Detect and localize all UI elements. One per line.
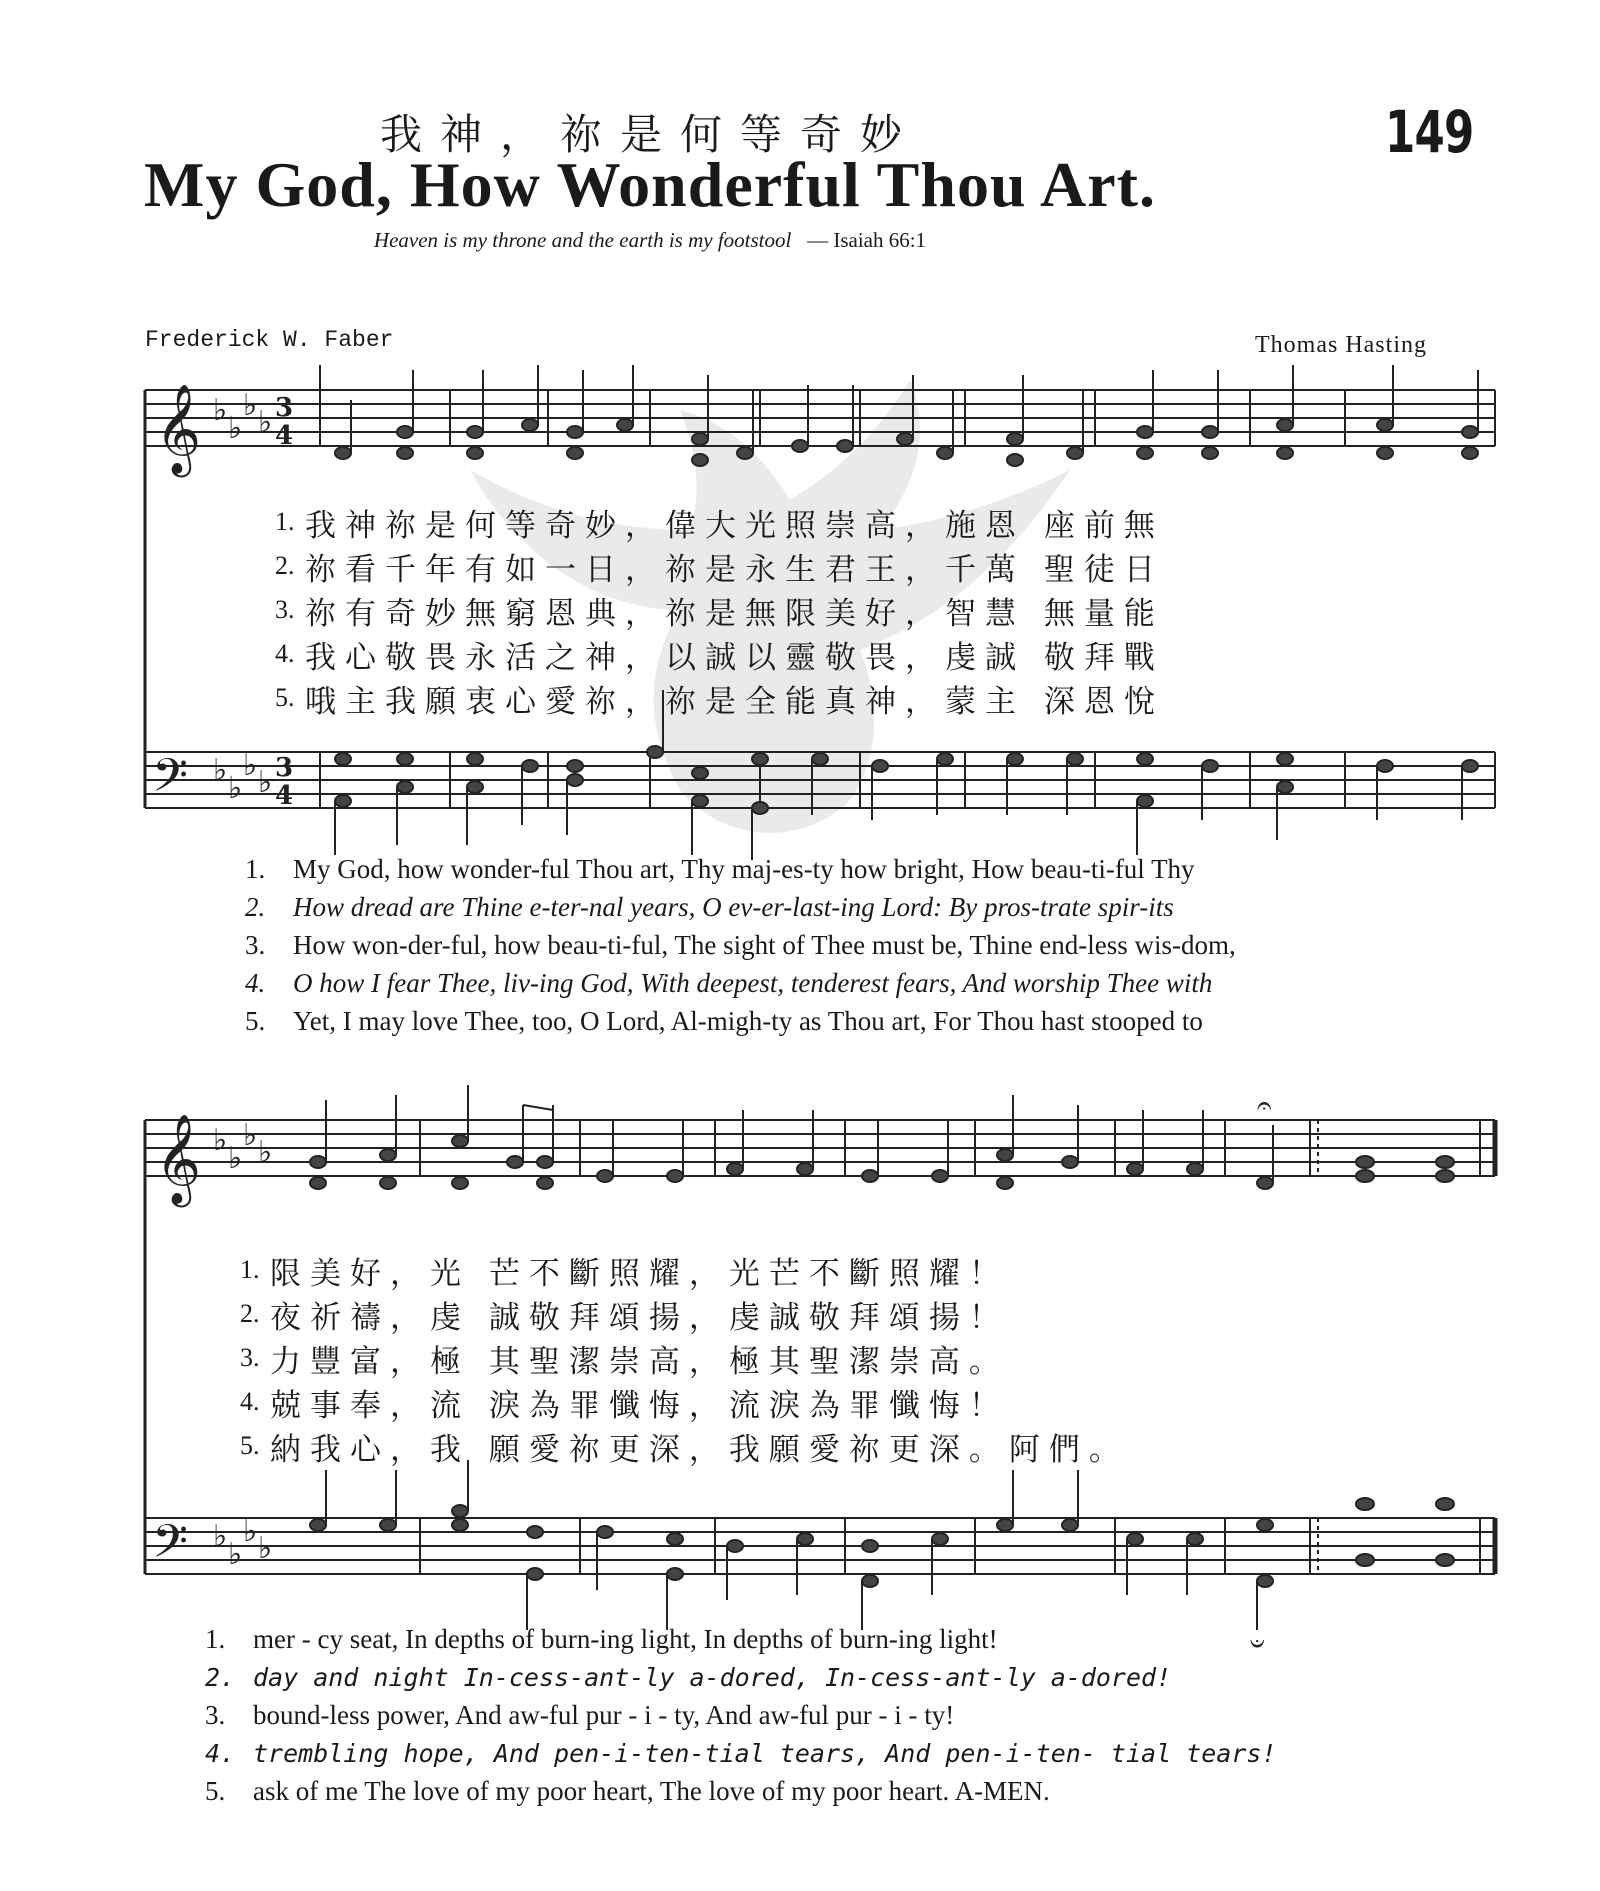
time-sig-top: 3 [275,393,294,423]
lyric-text: 限美好，光 芒不斷照耀，光芒不斷照耀！ [270,1255,1009,1292]
title-chinese: 我神，祢是何等奇妙 [379,110,920,159]
time-sig-top-bass: 3 [275,753,294,783]
lyric-line [240,1292,1450,1336]
lyric-text: Yet, I may love Thee, too, O Lord, Al-migh-ty as Thou art, For Thou hast stooped to [293,1005,1203,1036]
lyric-line [245,1002,1585,1040]
svg-text:♭: ♭ [213,393,228,428]
verse-number: 5. [245,1005,266,1036]
lyric-line [245,926,1585,964]
lyric-line [245,850,1585,888]
verse-number: 1. [245,853,266,884]
verse-number: 5. [275,683,295,712]
system1-key-signature-icon [213,388,272,806]
lyric-line [240,1336,1450,1380]
lyric-text: 力豐富，極 其聖潔崇高，極其聖潔崇高。 [270,1343,1009,1380]
system2-english-lyrics [205,1620,1545,1810]
svg-text:♭: ♭ [258,405,273,440]
lyric-line [275,500,1485,544]
verse-number: 2. [275,551,295,580]
svg-text:♭: ♭ [228,771,243,806]
lyric-line [245,888,1585,926]
lyric-line [275,632,1485,676]
system2-chinese-lyrics [240,1248,1450,1468]
svg-text:♭: ♭ [243,748,258,783]
lyric-text: 哦主我願衷心愛祢，祢是全能真神，蒙主 深恩悅 [305,683,1164,720]
verse-number: 1. [240,1255,260,1284]
lyric-line [240,1248,1450,1292]
svg-text:♭: ♭ [228,1537,243,1572]
verse-number: 2. [245,891,266,922]
treble-clef-icon-2: 𝄞 [155,1114,202,1204]
epigraph-text: Heaven is my throne and the earth is my footstool [373,228,792,252]
system1-chinese-lyrics [275,500,1485,720]
lyric-line [205,1772,1545,1810]
system2-bass-staff [145,1518,1495,1574]
lyric-text: ask of me The love of my poor heart, The love of my poor heart. A-MEN. [253,1775,1050,1806]
lyric-text: How dread are Thine e-ter-nal years, O ev-er-last-ing Lord: By pros-trate spir-its [293,891,1174,922]
lyric-line [205,1734,1545,1772]
svg-text:♭: ♭ [258,1531,273,1566]
lyric-text: mer - cy seat, In depths of burn-ing light, In depths of burn-ing light! [253,1623,998,1654]
verse-number: 3. [275,595,295,624]
svg-text:♭: ♭ [258,1135,273,1170]
lyric-line [205,1620,1545,1658]
lyric-line [275,588,1485,632]
lyric-text: My God, how wonder-ful Thou art, Thy maj-es-ty how bright, How beau-ti-ful Thy [293,853,1195,884]
lyric-text: 祢看千年有如一日，祢是永生君王，千萬 聖徒日 [305,551,1164,588]
lyric-line [275,544,1485,588]
lyric-line [240,1424,1450,1468]
treble-clef-icon: 𝄞 [155,384,202,474]
verse-number: 4. [240,1387,260,1416]
lyric-line [240,1380,1450,1424]
lyric-line [205,1696,1545,1734]
hymn-number: 149 [1385,98,1474,166]
svg-text:♭: ♭ [243,1118,258,1153]
lyric-text: How won-der-ful, how beau-ti-ful, The sight of Thee must be, Thine end-less wis-dom, [293,929,1236,960]
composer-credit: Thomas Hasting [1255,332,1427,358]
verse-number: 4. [205,1738,236,1768]
system1-english-lyrics [245,850,1585,1040]
verse-number: 1. [275,507,295,536]
lyric-text: O how I fear Thee, liv-ing God, With deepest, tenderest fears, And worship Thee with [293,967,1213,998]
verse-number: 4. [275,639,295,668]
verse-number: 3. [240,1343,260,1372]
epigraph-reference: — Isaiah 66:1 [807,228,927,252]
svg-text:♭: ♭ [213,753,228,788]
lyric-text: day and night In-cess-ant-ly a-dored, In-cess-ant-ly a-dored! [253,1662,1172,1692]
title-english: My God, How Wonderful Thou Art. [144,149,1156,220]
time-sig-bottom: 4 [275,421,294,451]
svg-text:♭: ♭ [243,388,258,423]
lyric-text: 我心敬畏永活之神，以誠以靈敬畏，虔誠 敬拜戰 [305,639,1164,676]
lyric-line [245,964,1585,1002]
bass-clef-icon-2: 𝄢 [152,1515,189,1580]
lyric-line [275,676,1485,720]
svg-text:♭: ♭ [258,765,273,800]
verse-number: 5. [240,1431,260,1460]
svg-text:♭: ♭ [213,1519,228,1554]
time-sig-bottom-bass: 4 [275,781,294,811]
lyric-text: 夜祈禱，虔 誠敬拜頌揚，虔誠敬拜頌揚！ [270,1299,1009,1336]
verse-number: 5. [205,1775,226,1806]
svg-text:♭: ♭ [228,1141,243,1176]
verse-number: 3. [245,929,266,960]
verse-number: 2. [205,1662,236,1692]
author-credit: Frederick W. Faber [145,327,394,353]
verse-number: 1. [205,1623,226,1654]
bass-clef-icon: 𝄢 [152,749,189,814]
fermata-below-icon: 𝄑 [1250,1629,1265,1659]
verse-number: 3. [205,1699,226,1730]
svg-text:♭: ♭ [243,1514,258,1549]
svg-text:♭: ♭ [228,411,243,446]
lyric-text: 祢有奇妙無窮恩典，祢是無限美好，智慧 無量能 [305,595,1164,632]
verse-number: 4. [245,967,266,998]
lyric-text: trembling hope, And pen-i-ten-tial tears, And pen-i-ten- tial tears! [253,1738,1277,1768]
lyric-text: bound-less power, And aw-ful pur - i - ty, And aw-ful pur - i - ty! [253,1699,955,1730]
verse-number: 2. [240,1299,260,1328]
system2-treble-staff [145,1120,1495,1176]
lyric-line [205,1658,1545,1696]
lyric-text: 兢事奉，流 淚為罪懺悔，流淚為罪懺悔！ [270,1387,1009,1424]
fermata-icon: 𝄐 [1257,1091,1272,1121]
lyric-text: 納我心，我 願愛祢更深，我願愛祢更深。阿們。 [270,1431,1129,1468]
lyric-text: 我神祢是何等奇妙，偉大光照崇高，施恩 座前無 [305,507,1164,544]
svg-text:♭: ♭ [213,1123,228,1158]
